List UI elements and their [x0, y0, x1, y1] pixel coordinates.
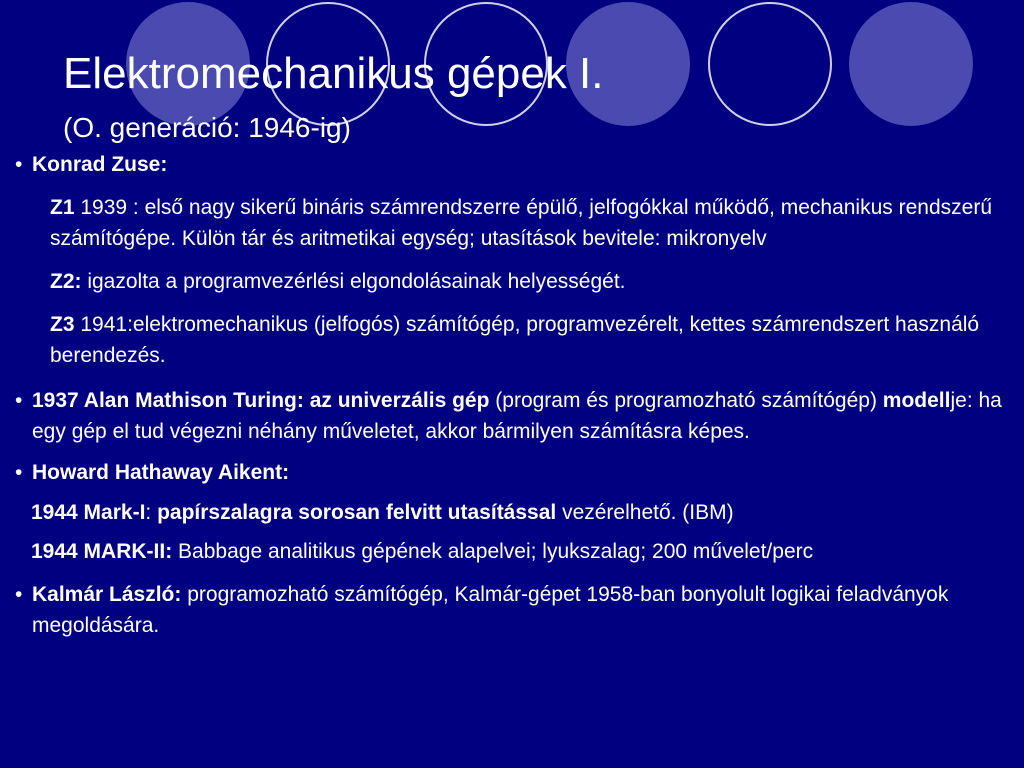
- z2-paragraph: [14, 266, 1014, 297]
- bullet-kalmar: [14, 579, 1014, 641]
- z2-text: igazolta a programvezérlési elgondolásainak helyességét.: [81, 270, 626, 293]
- kalmar-text: programozható számítógép, Kalmár-gépet 1958-ban bonyolult logikai feladványok megoldására.: [32, 583, 949, 637]
- mark1-label: 1944 Mark-I: [31, 501, 146, 524]
- bullet-konrad-zuse: [14, 149, 1014, 180]
- turing-text-1: (program és programozható számítógép): [489, 389, 883, 412]
- slide-title: Elektromechanikus gépek I.: [63, 49, 604, 98]
- kalmar-label: Kalmár László:: [32, 583, 182, 606]
- bullet-icon: •: [15, 389, 23, 412]
- mark2-paragraph: [14, 536, 1014, 567]
- bullet-icon: •: [15, 461, 23, 484]
- z1-label: Z1: [50, 196, 75, 219]
- decorative-circle-6: [849, 2, 973, 126]
- bullet-icon: •: [15, 153, 23, 176]
- z1-text: 1939 : első nagy sikerű bináris számrendszerre épülő, jelfogókkal működő, mechanikus rendszerű számítógépe. Külön tár és aritmetikai egység; utasítások bevitele: mikronyelv: [50, 196, 992, 250]
- decorative-circle-5: [708, 2, 832, 126]
- z3-label: Z3: [50, 313, 75, 336]
- z3-text: 1941:elektromechanikus (jelfogós) számítógép, programvezérelt, kettes számrendszert használó berendezés.: [50, 313, 980, 367]
- mark1-paragraph: [14, 497, 1014, 528]
- turing-text-2: je: ha egy gép el tud végezni néhány műveletet, akkor bármilyen számításra képes.: [32, 389, 1002, 443]
- bullet-icon: •: [15, 583, 23, 606]
- slide-content: [14, 149, 1014, 641]
- turing-label: 1937 Alan Mathison Turing:: [32, 389, 304, 412]
- bullet-turing: [14, 385, 1014, 447]
- bullet-aiken: [14, 457, 1014, 488]
- turing-bold-2: modell: [882, 389, 951, 412]
- z3-paragraph: [14, 309, 1014, 371]
- mark1-bold: papírszalagra sorosan felvitt utasítással: [157, 501, 557, 524]
- z1-paragraph: [14, 192, 1014, 254]
- mark2-text: Babbage analitikus gépének alapelvei; lyukszalag; 200 művelet/perc: [172, 540, 814, 563]
- mark2-label: 1944 MARK-II:: [31, 540, 173, 563]
- zuse-heading: Konrad Zuse:: [32, 153, 168, 176]
- z2-label: Z2:: [50, 270, 82, 293]
- turing-bold: az univerzális gép: [303, 389, 490, 412]
- slide-subtitle: (O. generáció: 1946-ig): [63, 112, 351, 143]
- aiken-heading: Howard Hathaway Aikent:: [32, 461, 290, 484]
- mark1-text: vezérelhető. (IBM): [556, 501, 734, 524]
- mark1-colon: :: [145, 501, 158, 524]
